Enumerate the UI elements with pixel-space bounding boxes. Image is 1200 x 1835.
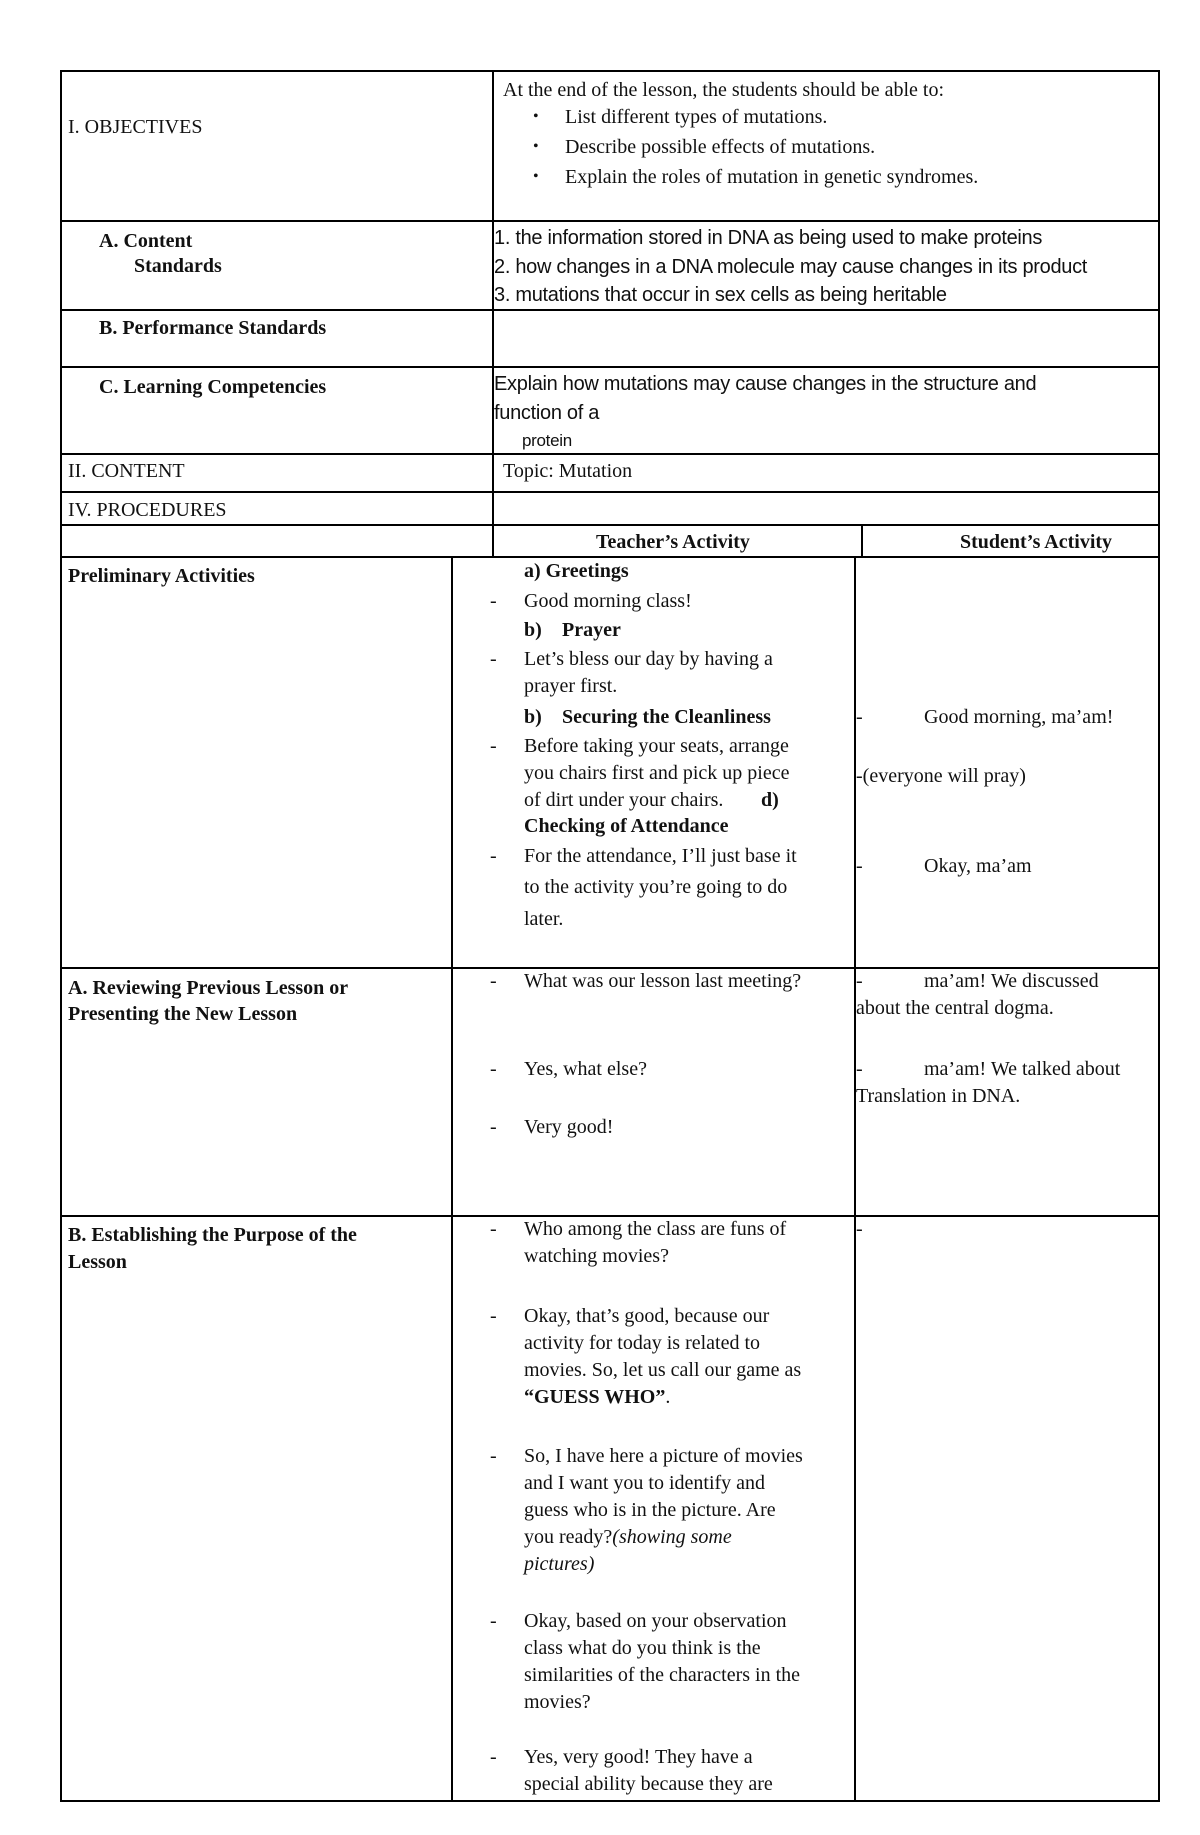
dash-marker: -	[490, 648, 497, 670]
cleanliness-number: b)	[524, 706, 542, 728]
dash-marker: -	[490, 735, 497, 757]
teacher-line: class what do you think is the	[524, 1637, 761, 1659]
teacher-line: Good morning class!	[524, 590, 692, 612]
teacher-line: Let’s bless our day by having a	[524, 648, 773, 670]
row-label: A. Reviewing Previous Lesson or	[68, 977, 349, 999]
student-line: Good morning, ma’am!	[924, 706, 1114, 728]
border-h	[60, 524, 1160, 526]
cleanliness-heading: Securing the Cleanliness	[562, 706, 771, 728]
teacher-line: and I want you to identify and	[524, 1472, 766, 1494]
game-title: “GUESS WHO”	[524, 1386, 666, 1408]
teacher-line: prayer first.	[524, 675, 618, 697]
objective-item: Describe possible effects of mutations.	[565, 136, 876, 158]
student-line: about the central dogma.	[856, 997, 1054, 1019]
content-standards-heading: A. Content	[99, 230, 193, 252]
greetings-heading: a) Greetings	[524, 560, 629, 582]
teacher-line: special ability because they are	[524, 1773, 773, 1795]
objective-item: Explain the roles of mutation in genetic syndromes.	[565, 166, 979, 188]
performance-standards-heading: B. Performance Standards	[99, 317, 327, 339]
student-line: ma’am! We discussed	[924, 970, 1099, 992]
teacher-line: guess who is in the picture. Are	[524, 1499, 776, 1521]
teacher-line: Okay, based on your observation	[524, 1610, 787, 1632]
game-title-end: .	[665, 1386, 671, 1408]
dash-marker: -	[490, 1445, 497, 1467]
border-h	[60, 220, 1160, 222]
dash-marker: -	[490, 1746, 497, 1768]
border-label-col	[451, 556, 453, 1802]
bullet-icon: •	[533, 168, 539, 185]
border-h	[60, 491, 1160, 493]
border-student-col-header	[861, 524, 863, 558]
row-label: Preliminary Activities	[68, 565, 255, 587]
content-heading: II. CONTENT	[68, 460, 185, 482]
teacher-line: So, I have here a picture of movies	[524, 1445, 803, 1467]
procedures-heading: IV. PROCEDURES	[68, 499, 227, 521]
dash-marker: -	[856, 706, 863, 728]
attendance-number: d)	[761, 789, 779, 811]
border-h	[60, 1800, 1160, 1802]
content-standard-item: 2. how changes in a DNA molecule may cause changes in its product	[494, 256, 1088, 278]
dash-marker: -	[490, 1305, 497, 1327]
content-standard-item: 3. mutations that occur in sex cells as being heritable	[494, 284, 947, 306]
teacher-line: later.	[524, 908, 564, 930]
teacher-line	[524, 1524, 732, 1550]
dash-marker: -	[856, 970, 863, 992]
prayer-number: b)	[524, 619, 542, 641]
student-line: Okay, ma’am	[924, 855, 1032, 877]
row-label: Presenting the New Lesson	[68, 1003, 298, 1025]
prayer-heading: Prayer	[562, 619, 621, 641]
learning-competencies-heading: C. Learning Competencies	[99, 376, 327, 398]
row-label: Lesson	[68, 1251, 127, 1273]
objectives-intro: At the end of the lesson, the students should be able to:	[503, 79, 945, 101]
content-topic: Topic: Mutation	[503, 460, 633, 482]
student-activity-header: Student’s Activity	[960, 531, 1113, 553]
dash-marker: -	[856, 1218, 863, 1240]
teacher-line: movies?	[524, 1691, 591, 1713]
teacher-line: activity for today is related to	[524, 1332, 761, 1354]
teacher-activity-header: Teacher’s Activity	[596, 531, 750, 553]
dash-marker: -	[490, 1116, 497, 1138]
dash-marker: -	[490, 1218, 497, 1240]
border-student-col	[854, 556, 856, 1802]
dash-marker: -	[490, 1610, 497, 1632]
teacher-line: watching movies?	[524, 1245, 669, 1267]
teacher-line: similarities of the characters in the	[524, 1664, 801, 1686]
border-h	[60, 366, 1160, 368]
teacher-line: movies. So, let us call our game as	[524, 1359, 802, 1381]
content-standards-heading-2: Standards	[134, 255, 222, 277]
border-h	[60, 70, 1160, 72]
teacher-line: Before taking your seats, arrange	[524, 735, 789, 757]
teacher-line: Who among the class are funs of	[524, 1218, 787, 1240]
teacher-line: What was our lesson last meeting?	[524, 970, 802, 992]
row-label: B. Establishing the Purpose of the	[68, 1224, 357, 1246]
dash-marker: -	[490, 590, 497, 612]
teacher-line: Yes, what else?	[524, 1058, 647, 1080]
attendance-heading: Checking of Attendance	[524, 815, 729, 837]
bullet-icon: •	[533, 108, 539, 125]
teacher-line: you chairs first and pick up piece	[524, 762, 790, 784]
dash-marker: -	[856, 1058, 863, 1080]
dash-marker: -	[490, 1058, 497, 1080]
objectives-heading: I. OBJECTIVES	[68, 116, 203, 138]
student-line: -(everyone will pray)	[856, 765, 1026, 787]
content-standard-item: 1. the information stored in DNA as being used to make proteins	[494, 227, 1043, 249]
dash-marker: -	[490, 845, 497, 867]
teacher-line: Yes, very good! They have a	[524, 1746, 753, 1768]
bullet-icon: •	[533, 138, 539, 155]
border-h	[60, 453, 1160, 455]
border-h	[60, 309, 1160, 311]
teacher-line: to the activity you’re going to do	[524, 876, 788, 898]
border-left	[60, 70, 62, 1802]
teacher-line: Very good!	[524, 1116, 614, 1138]
objective-item: List different types of mutations.	[565, 106, 828, 128]
border-right	[1158, 70, 1160, 1802]
stage-direction: (showing some	[612, 1526, 732, 1548]
learning-competency-line: function of a	[494, 402, 600, 424]
teacher-line: For the attendance, I’ll just base it	[524, 845, 797, 867]
teacher-line: of dirt under your chairs.	[524, 789, 724, 811]
teacher-line: Okay, that’s good, because our	[524, 1305, 770, 1327]
stage-direction: pictures)	[524, 1553, 595, 1575]
dash-marker: -	[856, 855, 863, 877]
dash-marker: -	[490, 970, 497, 992]
border-mid-top	[492, 70, 494, 558]
learning-competency-line: Explain how mutations may cause changes in the structure and	[494, 373, 1037, 395]
teacher-line	[524, 1384, 670, 1410]
teacher-line-text: you ready?	[524, 1526, 613, 1548]
student-line: Translation in DNA.	[856, 1085, 1021, 1107]
learning-competency-line: protein	[522, 431, 572, 450]
student-line: ma’am! We talked about	[924, 1058, 1121, 1080]
